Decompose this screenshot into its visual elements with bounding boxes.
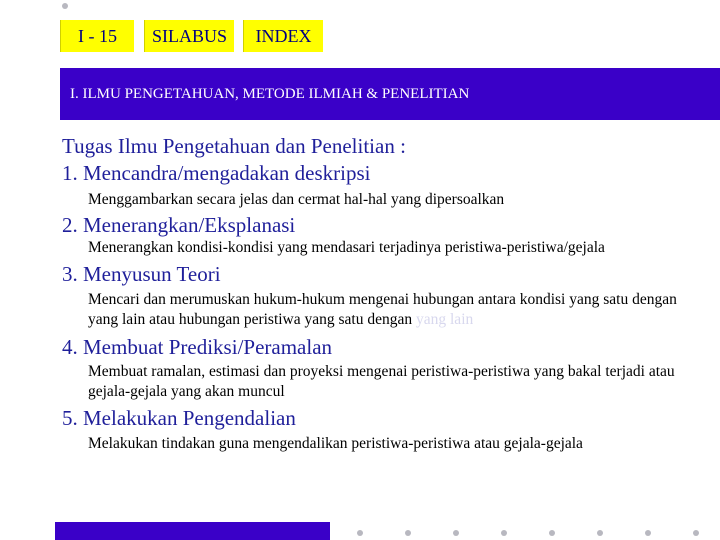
item-description: Melakukan tindakan guna mengendalikan peristiwa-peristiwa atau gejala-gejala (88, 435, 583, 452)
decorative-dot (453, 530, 459, 536)
index-button[interactable]: INDEX (243, 20, 323, 52)
silabus-button[interactable]: SILABUS (144, 20, 234, 52)
content-heading: Tugas Ilmu Pengetahuan dan Penelitian : (62, 134, 406, 158)
decorative-dot (645, 530, 651, 536)
section-banner (60, 68, 720, 120)
item-description (88, 290, 693, 330)
item-description-text: Mencari dan merumuskan hukum-hukum mengenai hubungan antara kondisi yang satu dengan yang lain atau hubungan peristiwa yang satu dengan (88, 291, 677, 328)
item-title: 3. Menyusun Teori (62, 262, 221, 286)
decorative-dot (693, 530, 699, 536)
item-description: Menerangkan kondisi-kondisi yang mendasari terjadinya peristiwa-peristiwa/gejala (88, 239, 605, 256)
item-title: 5. Melakukan Pengendalian (62, 406, 296, 430)
banner-title: I. ILMU PENGETAHUAN, METODE ILMIAH & PENELITIAN (70, 85, 470, 102)
item-description: Menggambarkan secara jelas dan cermat hal-hal yang dipersoalkan (88, 191, 505, 208)
item-title: 1. Mencandra/mengadakan deskripsi (62, 161, 371, 185)
item-title: 2. Menerangkan/Eksplanasi (62, 213, 296, 237)
bottom-accent-bar (55, 522, 330, 540)
decorative-dot (405, 530, 411, 536)
item-description-faded-text: yang lain (416, 311, 474, 328)
decorative-dot-top (62, 3, 68, 9)
item-description: Membuat ramalan, estimasi dan proyeksi mengenai peristiwa-peristiwa yang bakal terjadi atau gejala-gejala yang akan muncul (88, 363, 675, 400)
item-title: 4. Membuat Prediksi/Peramalan (62, 335, 333, 359)
decorative-dot (501, 530, 507, 536)
page-number-button[interactable]: I - 15 (60, 20, 134, 52)
decorative-dot (549, 530, 555, 536)
decorative-dot (597, 530, 603, 536)
decorative-dot (357, 530, 363, 536)
